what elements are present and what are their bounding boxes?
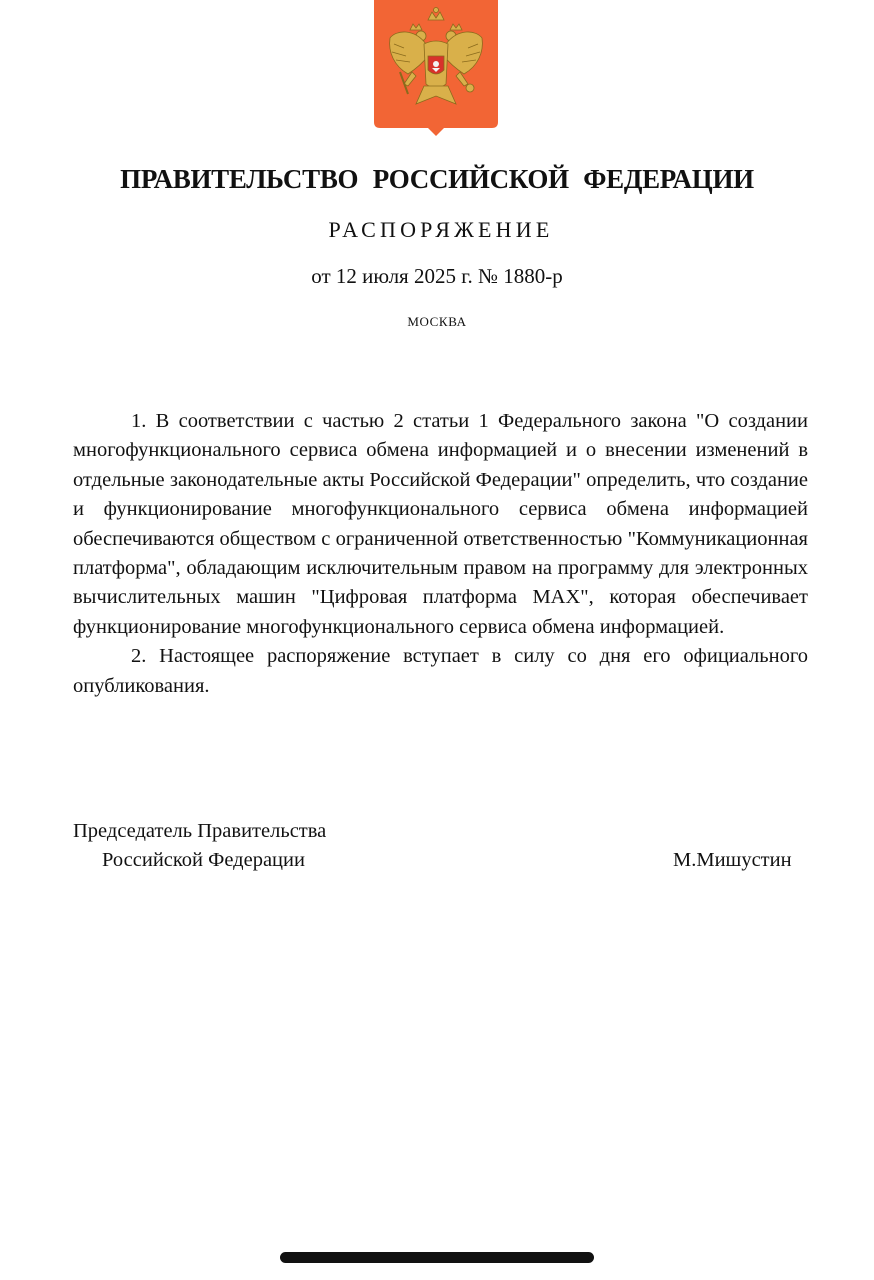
signatory-name: М.Мишустин: [673, 849, 792, 871]
russian-coat-of-arms-icon: [374, 0, 498, 136]
document-date-number: от 12 июля 2025 г. № 1880-р: [311, 264, 563, 288]
signatory-position: [73, 817, 326, 875]
home-indicator-bar[interactable]: [280, 1252, 594, 1263]
document-city: МОСКВА: [407, 314, 467, 329]
signatory-position-line1: Председатель Правительства: [73, 820, 327, 842]
document-type: РАСПОРЯЖЕНИЕ: [328, 217, 554, 242]
paragraph-2: 2. Настоящее распоряжение вступает в силу со дня его официального опубликования.: [73, 645, 808, 697]
document-body: [73, 407, 808, 701]
signatory-position-line2: Российской Федерации: [102, 849, 305, 871]
coat-of-arms-emblem: [374, 0, 498, 136]
government-title: ПРАВИТЕЛЬСТВО РОССИЙСКОЙ ФЕДЕРАЦИИ: [120, 164, 754, 194]
paragraph-1: 1. В соответствии с частью 2 статьи 1 Федерального закона "О создании многофункционального сервиса обмена информацией и о внесении изменений в отдельные законодательные акты Российской Федерации" определить, что создание и функционирование многофункционального сервиса обмена информацией обеспечиваются обществом с ограниченной ответственностью "Коммуникационная платформа", обладающим исключительным правом на программу для электронных вычислительных машин "Цифровая платформа MAX", которая обеспечивает функционирование многофункционального сервиса обмена информацией.: [73, 410, 808, 638]
